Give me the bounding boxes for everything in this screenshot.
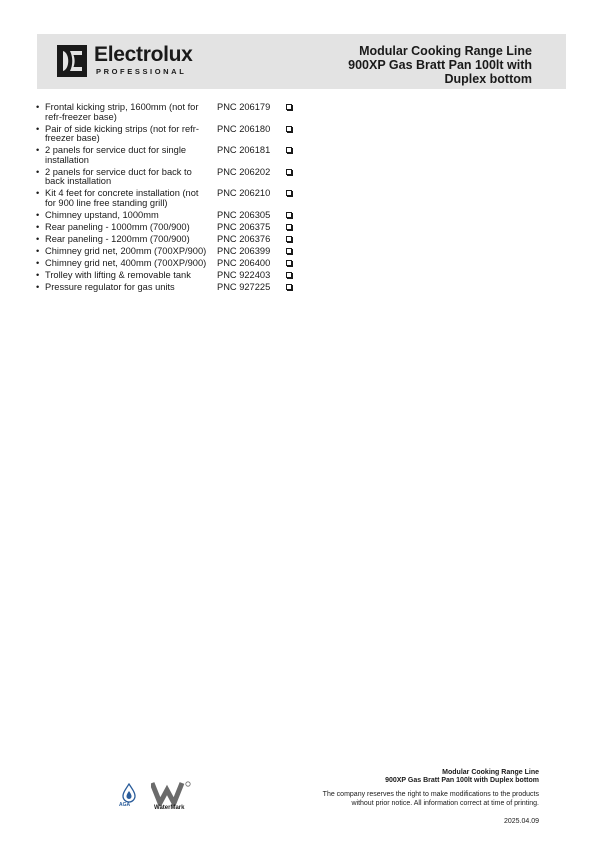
accessory-item	[36, 168, 298, 187]
header-bar	[37, 34, 566, 89]
brand-subtitle: PROFESSIONAL	[96, 67, 187, 76]
accessory-name: 2 panels for service duct for single installation	[45, 145, 187, 165]
accessory-item	[36, 283, 298, 293]
footer-title-line: Modular Cooking Range Line	[442, 769, 539, 776]
accessory-item	[36, 103, 298, 122]
accessory-item	[36, 247, 298, 257]
bullet-icon: •	[36, 145, 40, 155]
bullet-icon: •	[36, 166, 40, 177]
watermark-logo-icon	[151, 780, 197, 806]
footer-date: 2025.04.09	[503, 818, 539, 825]
page-title	[272, 44, 532, 86]
accessory-list	[36, 103, 298, 295]
bullet-icon: •	[36, 209, 40, 220]
page-title-line: Duplex bottom	[444, 72, 532, 86]
accessory-checkbox[interactable]	[286, 248, 292, 254]
accessory-pnc: PNC 206399	[217, 245, 271, 256]
electrolux-logo-icon	[57, 45, 87, 77]
accessory-checkbox[interactable]	[286, 224, 292, 230]
accessory-name: Rear paneling - 1000mm (700/900)	[45, 221, 190, 232]
brand-name: Electrolux	[94, 43, 193, 66]
bullet-icon: •	[36, 257, 40, 268]
accessory-checkbox[interactable]	[286, 260, 292, 266]
footer-disclaimer	[259, 791, 539, 808]
accessory-checkbox[interactable]	[286, 147, 292, 153]
bullet-icon: •	[36, 281, 40, 292]
page-title-line: 900XP Gas Bratt Pan 100lt with	[348, 58, 532, 72]
bullet-icon: •	[36, 269, 40, 280]
accessory-item	[36, 125, 298, 144]
page-title-line: Modular Cooking Range Line	[359, 44, 532, 58]
accessory-checkbox[interactable]	[286, 272, 292, 278]
accessory-name: Frontal kicking strip, 1600mm (not for refr-freezer base)	[45, 102, 199, 122]
accessory-name: Rear paneling - 1200mm (700/900)	[45, 233, 190, 244]
certification-logos	[116, 780, 206, 816]
accessory-pnc: PNC 206400	[217, 257, 271, 268]
footer-title-line: 900XP Gas Bratt Pan 100lt with Duplex bottom	[385, 776, 539, 784]
accessory-item	[36, 259, 298, 269]
accessory-pnc: PNC 922403	[217, 269, 271, 280]
accessory-item	[36, 223, 298, 233]
accessory-pnc: PNC 927225	[217, 281, 271, 292]
accessory-checkbox[interactable]	[286, 169, 292, 175]
accessory-item	[36, 146, 298, 165]
watermark-label: WaterMark	[154, 805, 185, 811]
accessory-checkbox[interactable]	[286, 212, 292, 218]
accessory-name: Kit 4 feet for concrete installation (not for 900 line free standing grill)	[45, 188, 199, 208]
footer	[259, 769, 539, 825]
accessory-item	[36, 211, 298, 221]
accessory-name: Pair of side kicking strips (not for refr-freezer base)	[45, 123, 199, 143]
footer-disclaimer-line: The company reserves the right to make modifications to the products	[322, 791, 539, 798]
accessory-item	[36, 189, 298, 208]
accessory-pnc: PNC 206179	[217, 102, 271, 112]
accessory-name: 2 panels for service duct for back to back installation	[45, 166, 192, 186]
bullet-icon: •	[36, 233, 40, 244]
accessory-checkbox[interactable]	[286, 104, 292, 110]
bullet-icon: •	[36, 188, 40, 198]
accessory-checkbox[interactable]	[286, 284, 292, 290]
accessory-checkbox[interactable]	[286, 190, 292, 196]
accessory-name: Pressure regulator for gas units	[45, 281, 175, 292]
bullet-icon: •	[36, 123, 40, 134]
accessory-pnc: PNC 206376	[217, 233, 271, 244]
accessory-checkbox[interactable]	[286, 236, 292, 242]
accessory-pnc: PNC 206305	[217, 209, 271, 220]
accessory-name: Trolley with lifting & removable tank	[45, 269, 191, 280]
accessory-checkbox[interactable]	[286, 126, 292, 132]
accessory-item	[36, 271, 298, 281]
accessory-pnc: PNC 206210	[217, 188, 271, 198]
accessory-name: Chimney upstand, 1000mm	[45, 209, 159, 220]
aga-logo-icon	[118, 782, 140, 804]
accessory-name: Chimney grid net, 400mm (700XP/900)	[45, 257, 207, 268]
accessory-pnc: PNC 206181	[217, 145, 271, 155]
accessory-item	[36, 235, 298, 245]
footer-title	[259, 769, 539, 784]
bullet-icon: •	[36, 245, 40, 256]
footer-disclaimer-line: without prior notice. All information correct at time of printing.	[351, 799, 539, 807]
aga-label: AGA	[119, 802, 131, 808]
accessory-pnc: PNC 206375	[217, 221, 271, 232]
accessory-name: Chimney grid net, 200mm (700XP/900)	[45, 245, 207, 256]
accessory-pnc: PNC 206180	[217, 123, 271, 134]
electrolux-logo	[57, 45, 217, 77]
accessory-pnc: PNC 206202	[217, 166, 271, 177]
bullet-icon: •	[36, 102, 40, 112]
bullet-icon: •	[36, 221, 40, 232]
